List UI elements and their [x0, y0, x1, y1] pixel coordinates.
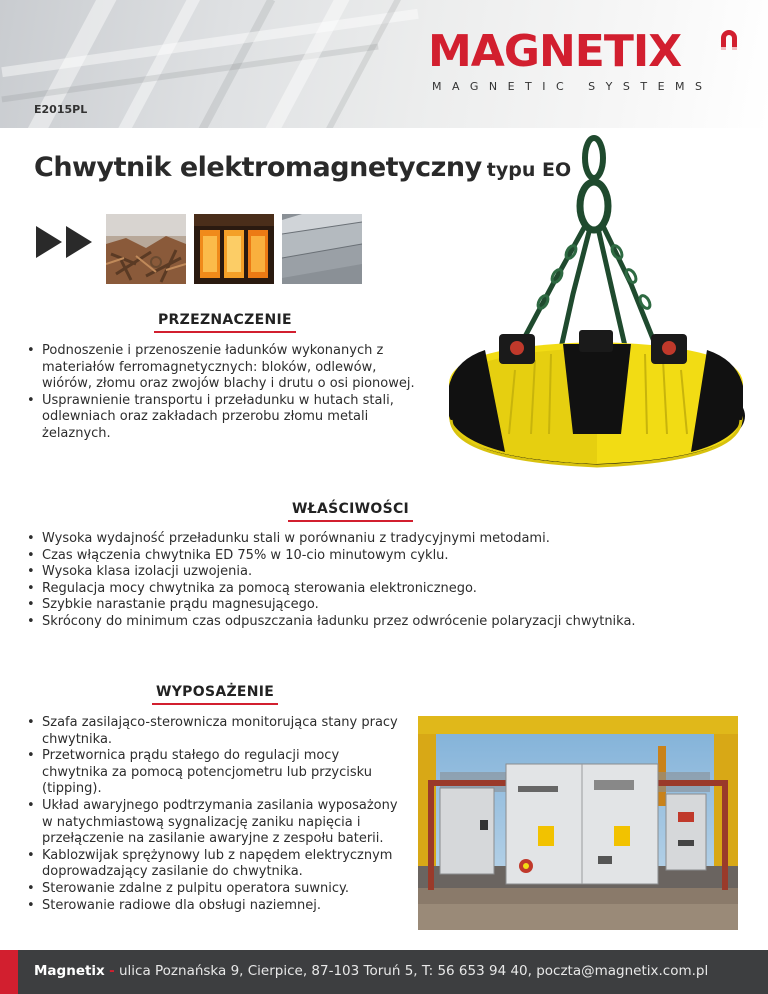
molten-steel-slabs-photo [194, 214, 274, 284]
footer-brand: Magnetix [34, 963, 105, 979]
list-item: • Układ awaryjnego podtrzymania zasilania wyposażony w natychmiastową sygnalizację zaniku napięcia i przełączenie na zasilanie awaryjne z zespołu baterii. [24, 798, 400, 848]
list-item: • Wysoka klasa izolacji uzwojenia. [24, 564, 744, 581]
equipment-list [24, 715, 400, 914]
list-item: • Szybkie narastanie prądu magnesującego. [24, 597, 744, 614]
list-item: • Regulacja mocy chwytnika za pomocą sterowania elektronicznego. [24, 581, 744, 598]
section-heading-purpose: PRZEZNACZENIE [158, 312, 292, 328]
footer-separator: - [109, 963, 115, 979]
section-heading-equipment: WYPOSAŻENIE [156, 684, 274, 700]
company-logo [428, 24, 740, 94]
purpose-list [24, 343, 422, 443]
title-suffix: typu EO [486, 159, 572, 181]
steel-sheets-photo [282, 214, 362, 284]
double-play-arrow-icon [36, 226, 96, 258]
footer-accent [0, 950, 18, 994]
list-item: • Przetwornica prądu stałego do regulacji mocy chwytnika za pomocą potencjometru lub przycisku (tipping). [24, 748, 400, 798]
list-item: • Sterowanie radiowe dla obsługi naziemnej. [24, 898, 400, 915]
logo-wordmark: MAGNETIX [428, 26, 682, 77]
properties-list [24, 531, 744, 631]
section-heading-properties: WŁAŚCIWOŚCI [292, 501, 409, 517]
electromagnet-product-photo [445, 134, 745, 474]
scrap-metal-photo [106, 214, 186, 284]
header-banner [0, 0, 768, 128]
list-item: • Wysoka wydajność przeładunku stali w porównaniu z tradycyjnymi metodami. [24, 531, 744, 548]
title-main: Chwytnik elektromagnetyczny [34, 152, 482, 183]
horseshoe-magnet-icon [718, 28, 740, 52]
list-item: • Czas włączenia chwytnika ED 75% w 10-cio minutowym cyklu. [24, 548, 744, 565]
footer-bar [0, 950, 768, 994]
list-item: • Szafa zasilająco-sterownicza monitorująca stany pracy chwytnika. [24, 715, 400, 748]
list-item: • Skrócony do minimum czas odpuszczania ładunku przez odwrócenie polaryzacji chwytnika. [24, 614, 744, 631]
list-item: • Sterowanie zdalne z pulpitu operatora suwnicy. [24, 881, 400, 898]
list-item: • Podnoszenie i przenoszenie ładunków wykonanych z materiałów ferromagnetycznych: bloków, odlewów, wiórów, złomu oraz zwojów blachy i drutu o osi pionowej. [24, 343, 422, 393]
list-item: • Kablozwijak sprężynowy lub z napędem elektrycznym doprowadzający zasilanie do chwytnika. [24, 848, 400, 881]
logo-tagline: MAGNETIC SYSTEMS [432, 80, 713, 93]
control-cabinet-photo [418, 716, 738, 930]
footer-contact [34, 963, 708, 979]
footer-address: ulica Poznańska 9, Cierpice, 87-103 Toruń 5, T: 56 653 94 40, poczta@magnetix.com.pl [118, 963, 709, 979]
list-item: • Usprawnienie transportu i przeładunku w hutach stali, odlewniach oraz zakładach przerobu złomu metali żelaznych. [24, 393, 422, 443]
document-code: E2015PL [34, 103, 88, 116]
